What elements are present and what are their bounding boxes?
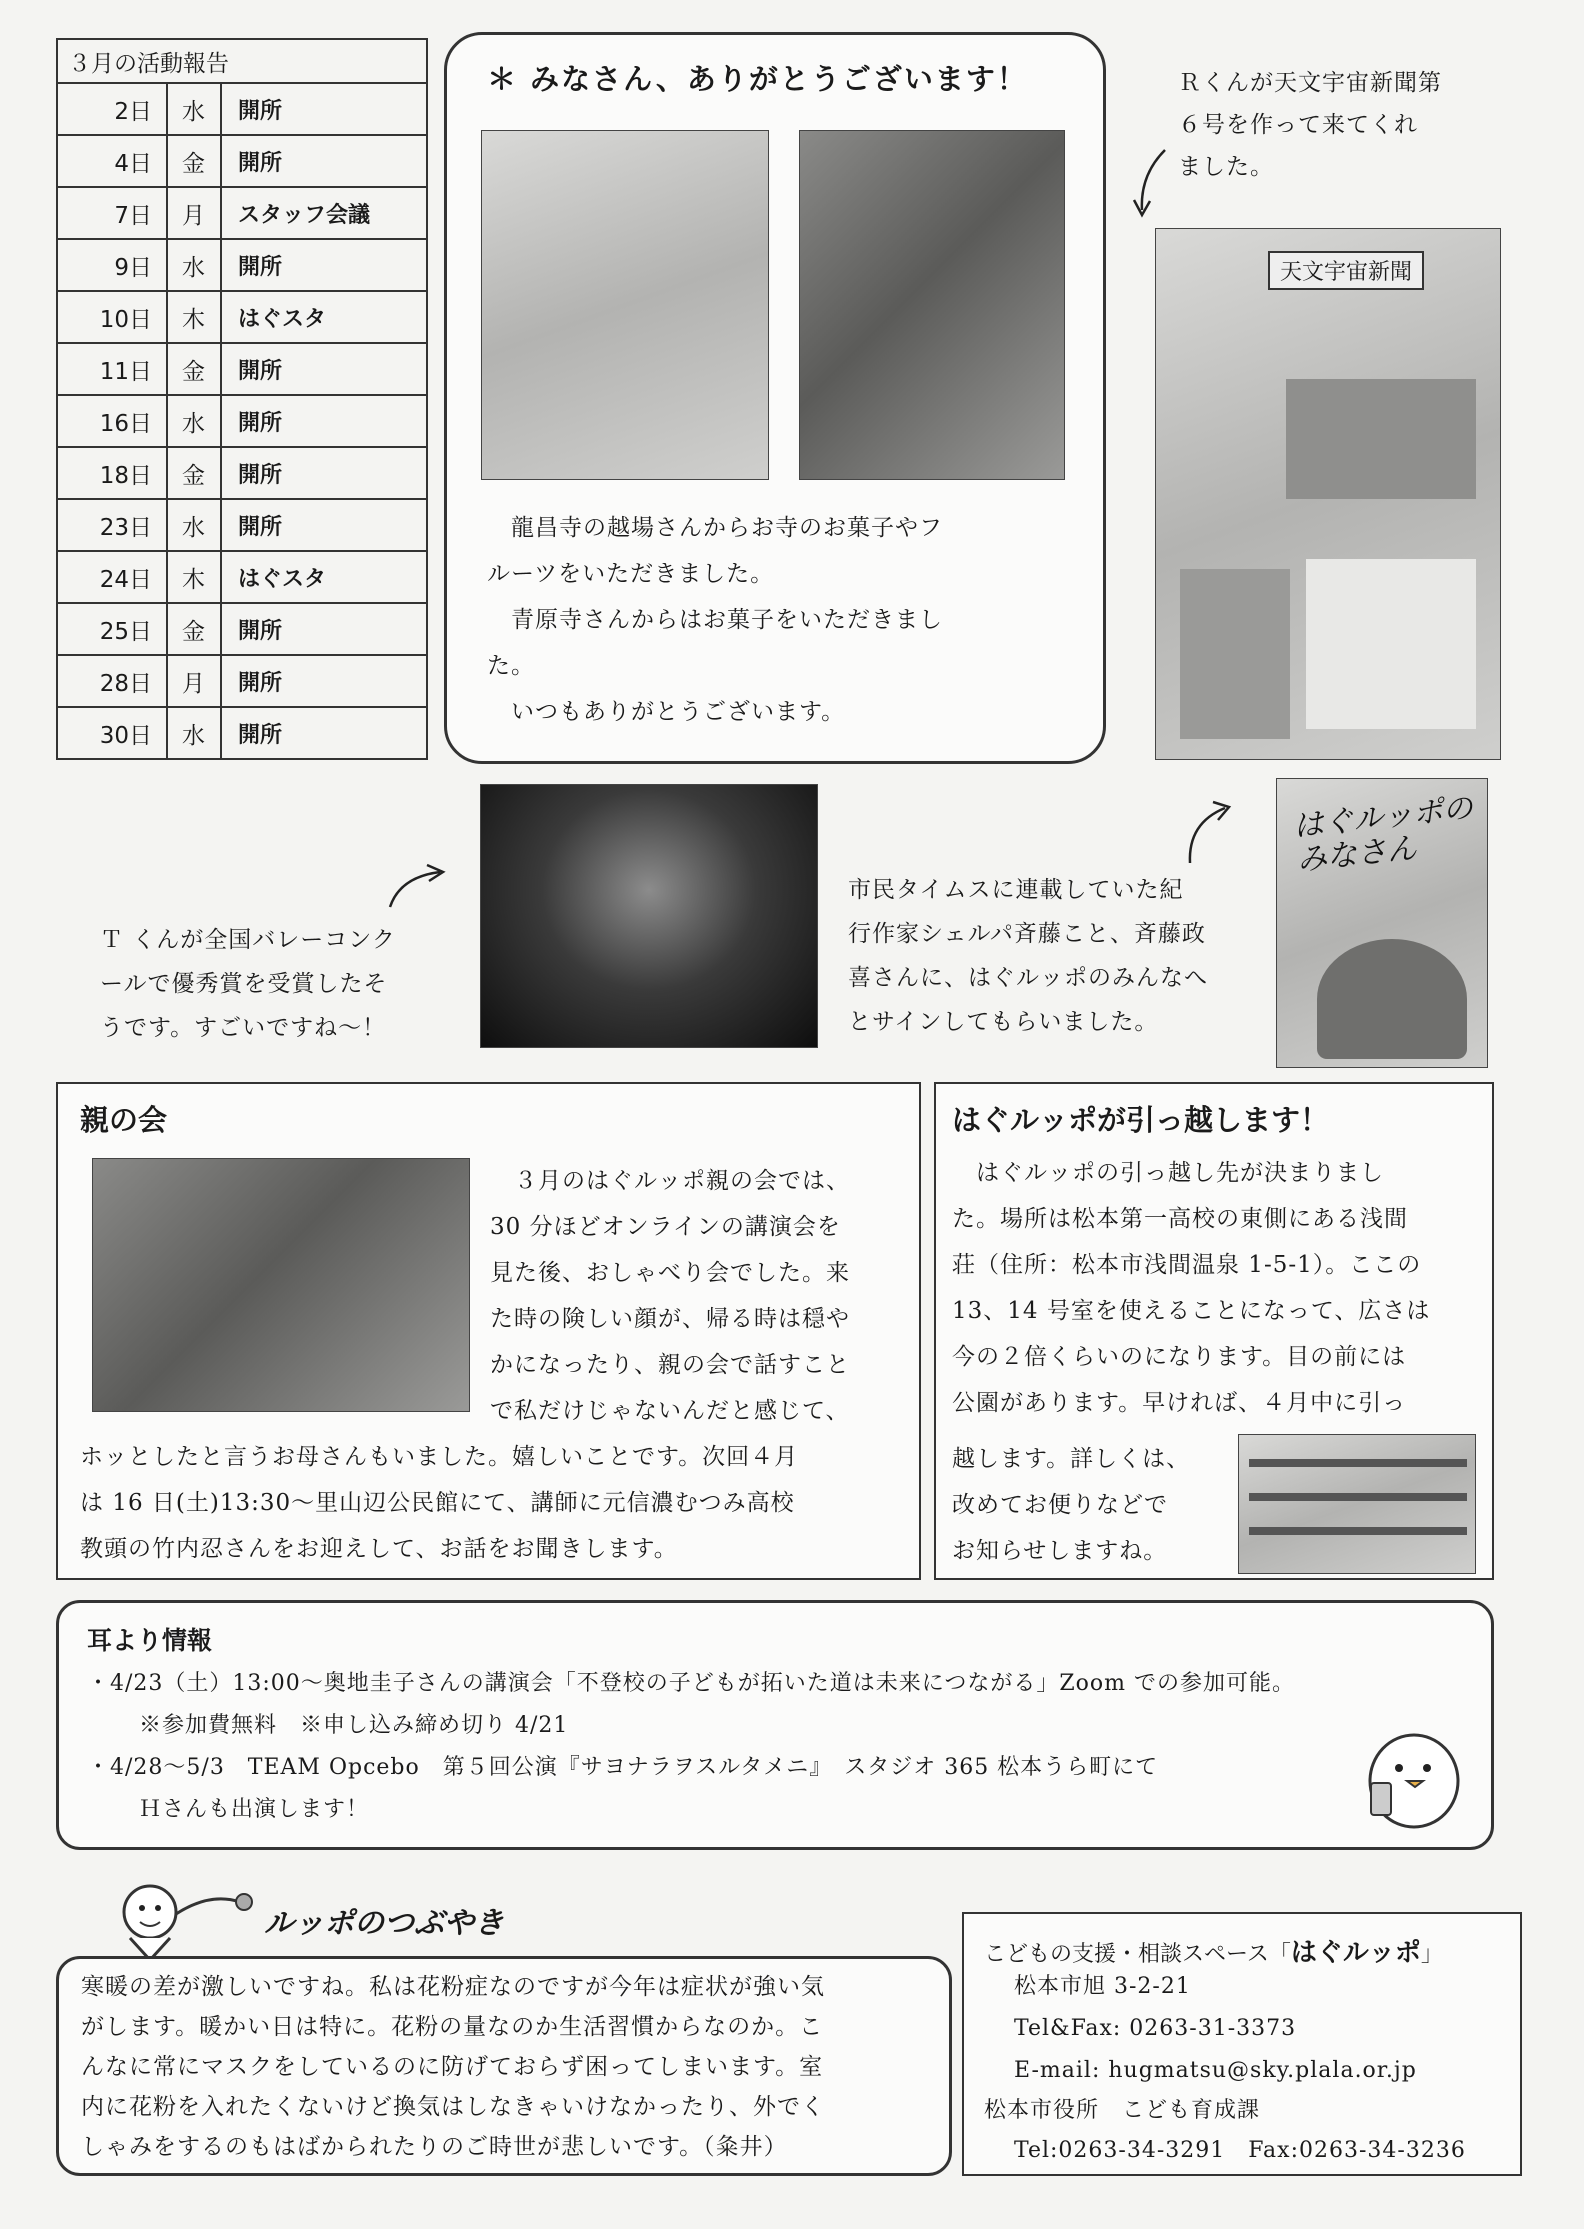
schedule-date-cell: 4日 (57, 135, 167, 187)
contact-box (962, 1912, 1522, 2176)
text-line: で私だけじゃないんだと感じて、 (490, 1398, 850, 1424)
schedule-weekday-cell: 金 (167, 135, 221, 187)
schedule-date-cell: 9日 (57, 239, 167, 291)
bird-mascot-icon (1359, 1713, 1469, 1833)
contact-org-name: はぐルッポ (1290, 1938, 1421, 1968)
table-row (57, 343, 427, 395)
text-line: 越します。詳しくは、 (952, 1446, 1191, 1472)
text-line: しゃみをするのもはばかられたりのご時世が悲しいです。（粂井） (81, 2134, 788, 2160)
text-line: とサインしてもらいました。 (848, 1009, 1159, 1035)
contact-org-prefix: こどもの支援・相談スペース「 (984, 1942, 1291, 1967)
info-item-2: ・4/28～5/3 TEAM Opcebo 第５回公演『サヨナラヲスルタメニ』 スタジオ 365 松本うら町にて (87, 1755, 1159, 1780)
text-line: ３月のはぐルッポ親の会では、 (514, 1168, 850, 1194)
text-line: ルーツをいただきました。 (487, 561, 775, 587)
text-line: 見た後、おしゃべり会でした。来 (490, 1260, 850, 1286)
table-row (57, 603, 427, 655)
table-row (57, 707, 427, 759)
text-line: 今の２倍くらいのになります。目の前には (952, 1344, 1407, 1370)
schedule-event-cell: 開所 (221, 83, 427, 135)
thanks-text (487, 505, 1077, 735)
parents-text-full (80, 1434, 910, 1572)
text-line: 公園があります。早ければ、４月中に引っ (952, 1390, 1407, 1416)
text-line: ました。 (1178, 154, 1274, 180)
info-box (56, 1600, 1494, 1850)
arrow-icon (1120, 145, 1180, 225)
info-item-1: ・4/23（土）13:00～奥地圭子さんの講演会「不登校の子どもが拓いた道は未来につながる」Zoom での参加可能。 (87, 1671, 1295, 1696)
newspaper-title: 天文宇宙新聞 (1268, 251, 1424, 290)
table-row (57, 395, 427, 447)
schedule-weekday-cell: 水 (167, 707, 221, 759)
table-row (57, 135, 427, 187)
table-row (57, 655, 427, 707)
schedule-event-cell: 開所 (221, 343, 427, 395)
info-title: 耳より情報 (87, 1626, 213, 1655)
arrow-icon (385, 862, 455, 912)
schedule-date-cell: 25日 (57, 603, 167, 655)
schedule-event-cell: 開所 (221, 707, 427, 759)
text-line: がします。暖かい日は特に。花粉の量なのか生活習慣からなのか。こ (81, 2014, 824, 2040)
murmur-title: ルッポのつぶやき (264, 1906, 504, 1941)
contact-email[interactable]: E-mail: hugmatsu@sky.plala.or.jp (1014, 2058, 1417, 2083)
schedule-weekday-cell: 木 (167, 291, 221, 343)
text-line: ６号を作って来てくれ (1178, 112, 1418, 138)
table-row (57, 239, 427, 291)
text-line: んなに常にマスクをしているのに防げておらず困ってしまいます。室 (81, 2054, 824, 2080)
text-line: 30 分ほどオンラインの講演会を (490, 1214, 841, 1240)
schedule-weekday-cell: 月 (167, 187, 221, 239)
schedule-weekday-cell: 木 (167, 551, 221, 603)
schedule-weekday-cell: 水 (167, 239, 221, 291)
text-line: 寒暖の差が激しいですね。私は花粉症なのですが今年は症状が強い気 (81, 1974, 825, 2000)
photo-visitors-fruit (799, 130, 1065, 480)
moving-text-full (952, 1150, 1482, 1426)
table-row (57, 187, 427, 239)
schedule-date-cell: 10日 (57, 291, 167, 343)
text-line: 市民タイムスに連載していた紀 (848, 877, 1184, 903)
schedule-event-cell: はぐスタ (221, 551, 427, 603)
schedule-event-cell: 開所 (221, 395, 427, 447)
schedule-weekday-cell: 金 (167, 447, 221, 499)
ruppo-mascot-icon (110, 1872, 260, 1962)
photo-ballet (480, 784, 818, 1048)
text-line: 荘（住所：松本市浅間温泉 1-5-1）。ここの (952, 1252, 1422, 1278)
text-line: お知らせしますね。 (952, 1538, 1168, 1564)
text-line: ホッとしたと言うお母さんもいました。嬉しいことです。次回４月 (80, 1444, 799, 1470)
text-line: 内に花粉を入れたくないけど換気はしなきゃいけなかったり、外でく (81, 2094, 825, 2120)
thanks-box (444, 32, 1106, 764)
schedule-event-cell: 開所 (221, 239, 427, 291)
text-line: 13、14 号室を使えることになって、広さは (952, 1298, 1431, 1324)
schedule-date-cell: 28日 (57, 655, 167, 707)
moving-title: はぐルッポが引っ越します！ (952, 1103, 1330, 1137)
schedule-event-cell: 開所 (221, 499, 427, 551)
text-line: Ｒくんが天文宇宙新聞第 (1178, 70, 1442, 96)
photo-visitors-temple (481, 130, 769, 480)
parents-title: 親の会 (80, 1103, 168, 1137)
schedule-event-cell: 開所 (221, 655, 427, 707)
text-line: かになったり、親の会で話すこと (490, 1352, 850, 1378)
text-line: た。 (487, 653, 535, 679)
schedule-weekday-cell: 水 (167, 395, 221, 447)
table-row (57, 499, 427, 551)
text-line: た。場所は松本第一高校の東側にある浅間 (952, 1206, 1408, 1232)
murmur-text (81, 1967, 941, 2167)
text-line: は 16 日(土)13:30～里山辺公民館にて、講師に元信濃むつみ高校 (80, 1490, 795, 1516)
schedule-date-cell: 24日 (57, 551, 167, 603)
text-line: Ｔ くんが全国バレーコンク (100, 927, 396, 953)
table-row (57, 551, 427, 603)
table-row (57, 83, 427, 135)
contact-tel: Tel&Fax: 0263-31-3373 (1014, 2016, 1297, 2041)
text-line: はぐルッポの引っ越し先が決まりまし (976, 1160, 1384, 1186)
arrow-icon (1180, 798, 1250, 868)
schedule-weekday-cell: 金 (167, 343, 221, 395)
schedule-date-cell: 7日 (57, 187, 167, 239)
text-line: 喜さんに、はぐルッポのみんなへ (848, 965, 1208, 991)
photo-new-building (1238, 1434, 1476, 1574)
schedule-date-cell: 23日 (57, 499, 167, 551)
text-line: ールで優秀賞を受賞したそ (100, 971, 388, 997)
schedule-weekday-cell: 月 (167, 655, 221, 707)
schedule-event-cell: スタッフ会議 (221, 187, 427, 239)
schedule-date-cell: 2日 (57, 83, 167, 135)
text-line: 龍昌寺の越場さんからお寺のお菓子やフ (511, 515, 943, 541)
contact-org-suffix: 」 (1420, 1942, 1443, 1967)
schedule-date-cell: 18日 (57, 447, 167, 499)
photo-signature-card (1276, 778, 1488, 1068)
signature-card-text: はぐルッポのみなさん (1291, 790, 1475, 879)
photo-parents-meeting (92, 1158, 470, 1412)
schedule-event-cell: 開所 (221, 447, 427, 499)
text-line: 改めてお便りなどで (952, 1492, 1168, 1518)
thanks-title: ＊ みなさん、ありがとうございます！ (487, 62, 1028, 96)
moving-text-side (952, 1436, 1232, 1574)
parents-text-side (490, 1158, 910, 1434)
text-line: 行作家シェルパ斉藤こと、斉藤政 (848, 921, 1206, 947)
contact-office-tel: Tel:0263-34-3291 Fax:0263-34-3236 (1014, 2138, 1466, 2163)
schedule-table (56, 38, 428, 760)
text-line: 教頭の竹内忍さんをお迎えして、お話をお聞きします。 (80, 1536, 678, 1562)
murmur-box (56, 1956, 952, 2176)
text-line: うです。すごいですね～！ (100, 1015, 387, 1041)
ballet-caption (100, 918, 470, 1050)
table-row (57, 291, 427, 343)
contact-office: 松本市役所 こども育成課 (984, 2098, 1261, 2123)
text-line: た時の険しい顔が、帰る時は穏や (490, 1306, 850, 1332)
contact-address: 松本市旭 3-2-21 (1014, 1974, 1191, 1999)
schedule-date-cell: 16日 (57, 395, 167, 447)
schedule-weekday-cell: 水 (167, 499, 221, 551)
schedule-title: ３月の活動報告 (57, 39, 427, 83)
text-line: 青原寺さんからはお菓子をいただきまし (511, 607, 943, 633)
photo-newspaper (1155, 228, 1501, 760)
schedule-date-cell: 11日 (57, 343, 167, 395)
parents-box (56, 1082, 921, 1580)
schedule-event-cell: はぐスタ (221, 291, 427, 343)
schedule-weekday-cell: 水 (167, 83, 221, 135)
sign-caption (848, 868, 1268, 1044)
moving-box (934, 1082, 1494, 1580)
text-line: いつもありがとうございます。 (511, 699, 846, 725)
schedule-event-cell: 開所 (221, 135, 427, 187)
info-item-1-note: ※参加費無料 ※申し込み締め切り 4/21 (139, 1713, 569, 1738)
table-row (57, 447, 427, 499)
schedule-date-cell: 30日 (57, 707, 167, 759)
newspaper-caption (1178, 62, 1478, 188)
info-item-2-note: Ｈさんも出演します！ (139, 1797, 370, 1822)
schedule-event-cell: 開所 (221, 603, 427, 655)
schedule-weekday-cell: 金 (167, 603, 221, 655)
